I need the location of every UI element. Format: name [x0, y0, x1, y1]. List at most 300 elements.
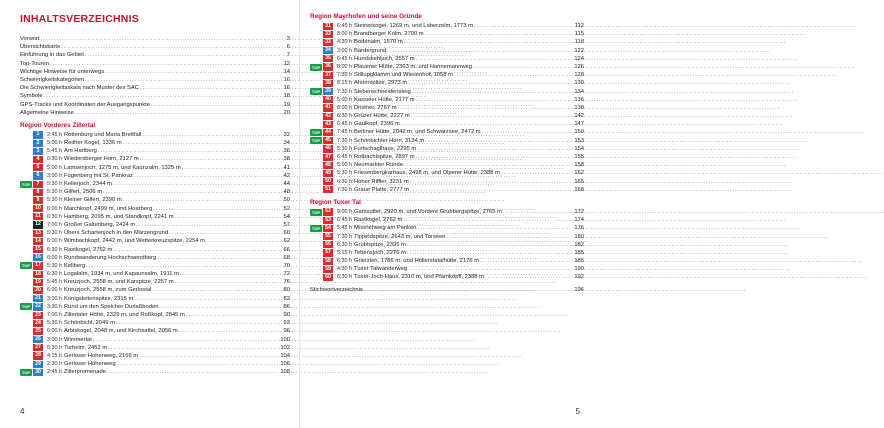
- tour-title: Brandberger Kolm, 2700 m: [354, 31, 424, 38]
- tour-title: Kleiner Gilfert, 2390 m: [64, 197, 122, 204]
- dot-leader: [169, 229, 279, 237]
- tour-page: 42: [283, 172, 290, 179]
- tour-entry[interactable]: [310, 55, 584, 63]
- toc-entry-page: 18: [283, 93, 290, 100]
- top-tour-badge: TOP: [311, 89, 321, 95]
- top-tour-badge: [310, 47, 322, 54]
- top-tour-badge: [310, 23, 322, 30]
- tour-entry[interactable]: [20, 303, 290, 311]
- toc-entry-title: Wichtige Hinweise für unterwegs: [20, 68, 105, 75]
- tour-entry[interactable]: [20, 237, 290, 245]
- tour-number-badge: 46: [323, 145, 333, 152]
- dot-leader: [408, 265, 573, 273]
- toc-entry-title: Stichwortverzeichnis: [310, 286, 363, 293]
- tour-entry[interactable]: [20, 213, 290, 221]
- page-number-left: 4: [20, 407, 25, 416]
- tour-entry[interactable]: [310, 112, 584, 120]
- tour-number-badge: 47: [323, 154, 333, 161]
- tour-page: 124: [574, 55, 584, 62]
- tour-title: Kellerjoch, 2344 m: [64, 181, 113, 187]
- dot-leader: [152, 286, 279, 294]
- top-tour-badge: [310, 72, 322, 79]
- tour-duration: 6:30 h: [47, 156, 62, 163]
- tour-entry[interactable]: [20, 286, 290, 294]
- region-heading-mayrhofen: Region Mayrhofen und seine Gründe: [310, 13, 422, 20]
- tour-title: Wimbachkopf, 2442 m, und Wetterkreuzspitze, 2254 m: [64, 238, 206, 245]
- tour-page: 192: [574, 274, 584, 281]
- tour-duration: 8:15 h: [337, 80, 352, 87]
- dot-leader: [447, 233, 573, 241]
- tour-title: Schönbichler Horn, 3134 m: [354, 137, 425, 144]
- tour-number-badge: 16: [33, 254, 43, 261]
- tour-page: 76: [283, 279, 290, 286]
- dot-leader: [134, 172, 279, 180]
- tour-number-badge: 3: [33, 148, 43, 155]
- tour-title: Tettensjoch, 2276 m: [354, 249, 406, 256]
- toc-entry[interactable]: [20, 84, 290, 92]
- tour-page: 60: [283, 230, 290, 237]
- top-tour-badge: [310, 104, 322, 111]
- tour-number-badge: 7: [33, 181, 43, 188]
- tour-entry[interactable]: [310, 265, 584, 273]
- tour-entry[interactable]: [20, 164, 290, 172]
- tour-number-badge: 30: [33, 369, 43, 376]
- tour-entry[interactable]: [310, 169, 584, 177]
- tour-entry[interactable]: [310, 22, 584, 30]
- toc-entry-title: Übersichtskarte: [20, 44, 61, 51]
- tour-title: Graue Platte, 2777 m: [354, 186, 410, 193]
- tour-duration: 4:30 h: [337, 39, 352, 46]
- top-tour-badge: TOP: [21, 304, 31, 310]
- dot-leader: [151, 101, 279, 109]
- tour-entry[interactable]: [310, 233, 584, 241]
- dot-leader: [411, 112, 573, 120]
- tour-number-badge: 29: [33, 361, 43, 368]
- tour-duration: 5:00 h: [337, 96, 352, 103]
- tour-title: Kreuzjoch, 2558 m, zum Gerlostal: [64, 287, 152, 294]
- dot-leader: [113, 180, 279, 188]
- tour-entry[interactable]: [310, 153, 584, 161]
- tour-entry[interactable]: [310, 178, 584, 186]
- tour-entry[interactable]: [20, 352, 290, 360]
- dot-leader: [134, 295, 279, 303]
- toc-entry[interactable]: [20, 43, 290, 51]
- top-tour-badge: [310, 258, 322, 265]
- tour-entry[interactable]: [20, 147, 290, 155]
- tour-page: 50: [283, 197, 290, 204]
- top-tour-badge: [310, 241, 322, 248]
- tour-title: Dristner, 2767 m: [354, 104, 397, 111]
- tour-title: Tuxer Talwanderweg: [354, 266, 408, 273]
- tour-number-badge: 38: [323, 80, 333, 87]
- tour-entry[interactable]: [20, 319, 290, 327]
- dot-leader: [44, 92, 279, 100]
- tour-number-badge: 22: [33, 303, 43, 310]
- tour-page: 102: [280, 344, 290, 351]
- tour-number-badge: 36: [323, 63, 333, 70]
- tour-duration: 6:45 h: [337, 217, 352, 224]
- tour-list-mayrhofen: [310, 22, 584, 194]
- dot-leader: [404, 38, 573, 46]
- tour-duration: 5:30 h: [47, 320, 62, 327]
- tour-number-badge: 20: [33, 287, 43, 294]
- dot-leader: [116, 319, 279, 327]
- dot-leader: [473, 63, 573, 71]
- dot-leader: [401, 120, 573, 128]
- toc-entry-title: Die Schwierigkeitsskala nach Muster des SAC: [20, 85, 139, 92]
- tour-number-badge: 51: [323, 186, 333, 193]
- dot-leader: [175, 213, 279, 221]
- tour-duration: 7:30 h: [337, 72, 352, 79]
- tour-duration: 6:00 h: [47, 287, 62, 294]
- tour-entry[interactable]: [20, 131, 290, 139]
- tour-entry[interactable]: [20, 327, 290, 335]
- toc-entry-page: 16: [283, 76, 290, 83]
- tour-entry[interactable]: [310, 161, 584, 169]
- tour-number-badge: 1: [33, 131, 43, 138]
- tour-duration: 7:30 h: [337, 186, 352, 193]
- tour-list-tuxer-tal: [310, 208, 584, 282]
- tour-page: 118: [574, 39, 584, 46]
- tour-entry[interactable]: [20, 229, 290, 237]
- tour-entry[interactable]: [310, 224, 584, 232]
- top-tour-badge: [310, 233, 322, 240]
- tour-entry[interactable]: [310, 216, 584, 224]
- tour-entry[interactable]: [20, 246, 290, 254]
- tour-entry[interactable]: [20, 188, 290, 196]
- dot-leader: [407, 241, 573, 249]
- tour-title: Zillerpromenade: [64, 369, 106, 376]
- dot-leader: [180, 270, 279, 278]
- tour-page: 162: [574, 170, 584, 177]
- dot-leader: [410, 178, 573, 186]
- tour-number-badge: 42: [323, 113, 333, 120]
- tour-title: Rastkogel, 2762 m: [64, 246, 113, 253]
- tour-entry[interactable]: [20, 155, 290, 163]
- toc-entry-title: Einführung in das Gebiet: [20, 52, 84, 59]
- tour-number-badge: 17: [33, 262, 43, 269]
- tour-number-badge: 43: [323, 121, 333, 128]
- tour-page: 115: [574, 31, 584, 38]
- tour-page: 186: [574, 258, 584, 265]
- dot-leader: [123, 139, 279, 147]
- tour-entry[interactable]: [20, 139, 290, 147]
- dot-leader: [404, 161, 573, 169]
- dot-leader: [416, 96, 573, 104]
- top-tour-badge: [20, 148, 32, 155]
- tour-duration: 5:00 h: [337, 162, 352, 169]
- tour-number-badge: 28: [33, 352, 43, 359]
- dot-leader: [41, 35, 279, 43]
- tour-number-badge: 32: [323, 31, 333, 38]
- tour-duration: 7:00 h: [47, 221, 62, 228]
- tour-entry[interactable]: [310, 104, 584, 112]
- tour-number-badge: 10: [33, 205, 43, 212]
- top-tour-badge: [20, 189, 32, 196]
- tour-title: Bodenalm, 1570 m: [354, 39, 403, 46]
- tour-duration: 6:30 h: [47, 246, 62, 253]
- tour-page: 44: [283, 181, 290, 187]
- tour-title: Rundwanderung Hochschwendberg: [64, 254, 157, 261]
- tour-title: Fügenberg mit St. Pankraz: [64, 172, 133, 179]
- dot-leader: [454, 71, 573, 79]
- top-tour-badge: [20, 344, 32, 351]
- tour-title: Übers Schartenjoch in den Märzengrund: [64, 230, 169, 237]
- top-tour-badge: [20, 353, 32, 360]
- dot-leader: [485, 273, 573, 281]
- toc-entry[interactable]: [20, 68, 290, 76]
- toc-entry-title: Symbole: [20, 93, 43, 100]
- tour-page: 41: [283, 164, 290, 171]
- dot-leader: [61, 43, 279, 51]
- top-tour-badge: [310, 178, 322, 185]
- tour-title: Grierzlen, 1786 m, und Höllerstatalhütte, 2176 m: [354, 258, 480, 265]
- tour-number-badge: 48: [323, 162, 333, 169]
- toc-entry-index[interactable]: [310, 286, 584, 294]
- dot-leader: [98, 147, 279, 155]
- tour-entry[interactable]: [20, 254, 290, 262]
- tour-entry[interactable]: [20, 270, 290, 278]
- tour-duration: 3:30 h: [47, 303, 62, 310]
- toc-entry[interactable]: [20, 76, 290, 84]
- tour-page: 57: [283, 221, 290, 228]
- tour-title: Wiedersberger Horn, 2127 m: [64, 156, 139, 163]
- tour-title: Logalalm, 1934 m, und Kapaunsalm, 1911 m: [64, 271, 179, 278]
- top-tour-badge: [310, 113, 322, 120]
- tour-number-badge: 6: [33, 172, 43, 179]
- tour-entry[interactable]: [20, 368, 290, 376]
- tour-entry[interactable]: [20, 336, 290, 344]
- tour-title: Königsleitenspitze, 2315 m: [64, 295, 134, 302]
- tour-number-badge: 8: [33, 189, 43, 196]
- tour-title: Arbiskogel, 2048 m, und Kirchsattel, 2056 m: [64, 328, 178, 335]
- tour-duration: 6:30 h: [337, 258, 352, 265]
- tour-number-badge: 27: [33, 344, 43, 351]
- tour-title: Furtschaglhaus, 2295 m: [354, 145, 417, 152]
- dot-leader: [182, 164, 279, 172]
- dot-leader: [412, 88, 573, 96]
- tour-entry[interactable]: [20, 172, 290, 180]
- tour-title: Marchkopf, 2499 m, und Hoarberg: [64, 205, 153, 212]
- tour-entry[interactable]: [20, 180, 290, 188]
- toc-entry-page: 19: [283, 101, 290, 108]
- tour-duration: 5:30 h: [47, 189, 62, 196]
- tour-title: Berliner Hütte, 2042 m, und Schwarzsee, 2472 m: [354, 129, 481, 136]
- tour-duration: 5:45 h: [47, 148, 62, 155]
- top-tour-badge: [20, 312, 32, 319]
- tour-duration: 3:00 h: [47, 295, 62, 302]
- tour-page: 176: [574, 225, 584, 232]
- tour-title: Gilfert, 2506 m: [64, 189, 103, 196]
- tour-number-badge: 35: [323, 55, 333, 62]
- tour-entry[interactable]: [310, 249, 584, 257]
- dot-leader: [480, 257, 573, 265]
- tour-page: 174: [574, 217, 584, 224]
- tour-title: Hundskehljoch, 2557 m: [354, 55, 415, 62]
- tour-duration: 3:00 h: [337, 47, 352, 54]
- tour-page: 82: [283, 295, 290, 302]
- tour-page: 112: [574, 23, 584, 29]
- tour-duration: 6:00 h: [47, 328, 62, 335]
- top-tour-badge: [20, 287, 32, 294]
- tour-entry[interactable]: [20, 262, 290, 270]
- tour-page: 106: [280, 361, 290, 368]
- tour-page: 100: [280, 336, 290, 343]
- tour-number-badge: 56: [323, 241, 333, 248]
- toc-entry[interactable]: [20, 35, 290, 43]
- tour-duration: 9:00 h: [337, 208, 352, 215]
- toc-entry-page: 12: [283, 60, 290, 67]
- tour-number-badge: 25: [33, 328, 43, 335]
- tour-entry[interactable]: [310, 47, 584, 55]
- toc-entry[interactable]: [20, 101, 290, 109]
- page-number-right: 5: [575, 407, 580, 416]
- tour-entry[interactable]: [310, 186, 584, 194]
- tour-duration: 6:45 h: [337, 55, 352, 62]
- dot-leader: [425, 137, 573, 145]
- tour-title: Rastkogel, 2762 m: [354, 217, 403, 224]
- dot-leader: [364, 286, 573, 294]
- tour-title: Steinerkogel, 1269 m, und Laberzelm, 1773 m: [354, 23, 473, 29]
- tour-entry[interactable]: [310, 71, 584, 79]
- tour-page: 48: [283, 189, 290, 196]
- tour-entry[interactable]: [20, 311, 290, 319]
- tour-duration: 5:30 h: [47, 230, 62, 237]
- tour-title: Lamsenjoch, 1275 m, und Kaunzalm, 1325 m: [64, 164, 181, 171]
- toc-entry[interactable]: [20, 60, 290, 68]
- top-tour-badge: [20, 140, 32, 147]
- tour-entry[interactable]: [310, 145, 584, 153]
- top-tour-badge: TOP: [311, 130, 321, 136]
- tour-entry[interactable]: [20, 196, 290, 204]
- tour-duration: 6:45 h: [337, 154, 352, 160]
- tour-number-badge: 50: [323, 178, 333, 185]
- toc-entry-page: 7: [286, 52, 290, 59]
- tour-page: 147: [574, 121, 584, 128]
- tour-title: Stillupgklamm und Wiesenhof, 1058 m: [354, 72, 453, 79]
- tour-number-badge: 54: [323, 225, 333, 232]
- top-tour-badge: [20, 230, 32, 237]
- top-tour-badge: TOP: [311, 64, 321, 70]
- tour-title: Tippeldspitze, 2643 m, und Torseen: [354, 233, 446, 240]
- dot-leader: [105, 68, 279, 76]
- tour-entry[interactable]: [310, 88, 584, 96]
- tour-duration: 5:30 h: [47, 344, 62, 351]
- tour-entry[interactable]: [310, 96, 584, 104]
- tour-entry[interactable]: [20, 344, 290, 352]
- tour-entry[interactable]: [310, 79, 584, 87]
- toc-entry-title: Top-Touren: [20, 60, 50, 67]
- tour-duration: 3:00 h: [47, 336, 62, 343]
- tour-entry[interactable]: [310, 30, 584, 38]
- tour-entry[interactable]: [310, 273, 584, 281]
- tour-page: 165: [574, 178, 584, 185]
- tour-entry[interactable]: [310, 137, 584, 145]
- top-tour-badge: [310, 266, 322, 273]
- tour-duration: 5:30 h: [47, 262, 62, 269]
- tour-entry[interactable]: [310, 38, 584, 46]
- dot-leader: [417, 145, 573, 153]
- tour-number-badge: 9: [33, 197, 43, 204]
- tour-title: Kreuzjoch, 2558 m, und Karspitze, 2257 m: [64, 279, 174, 286]
- toc-entry-page: 14: [283, 68, 290, 75]
- tour-entry[interactable]: [310, 208, 584, 216]
- dot-leader: [157, 254, 279, 262]
- tour-duration: 8:00 h: [337, 104, 352, 111]
- top-tour-badge: [20, 164, 32, 171]
- toc-entry[interactable]: [20, 92, 290, 100]
- tour-page: 32: [283, 131, 290, 138]
- tour-number-badge: 2: [33, 140, 43, 147]
- tour-number-badge: 34: [323, 47, 333, 54]
- tour-title: Großer Galtenberg, 2424 m: [64, 221, 136, 228]
- region-heading-vorderes-zillertal: Region Vorderes Zillertal: [20, 121, 96, 129]
- tour-page: 96: [283, 328, 290, 335]
- tour-title: Kellberg: [64, 262, 86, 269]
- tour-title: Grüblspitze, 2395 m: [354, 241, 406, 248]
- tour-entry[interactable]: [310, 128, 584, 136]
- tour-number-badge: 49: [323, 170, 333, 177]
- top-tour-badge: TOP: [311, 209, 321, 215]
- tour-entry[interactable]: [20, 205, 290, 213]
- tour-duration: 5:00 h: [47, 164, 62, 171]
- tour-entry[interactable]: [20, 360, 290, 368]
- dot-leader: [407, 249, 573, 257]
- top-tour-badge: [20, 238, 32, 245]
- dot-leader: [416, 153, 573, 161]
- tour-page: 93: [283, 320, 290, 327]
- toc-entry-page: 6: [286, 44, 290, 51]
- top-tour-badge: [20, 328, 32, 335]
- dot-leader: [416, 55, 573, 63]
- dot-leader: [418, 224, 573, 232]
- top-tour-badge: [20, 131, 32, 138]
- tour-number-badge: 58: [323, 258, 333, 265]
- tour-page: 66: [283, 246, 290, 253]
- tour-page: 154: [574, 145, 584, 152]
- tour-page: 68: [283, 254, 290, 261]
- left-page: [0, 0, 300, 428]
- tour-duration: 3:00 h: [47, 172, 62, 179]
- dot-leader: [75, 109, 279, 117]
- dot-leader: [179, 327, 279, 335]
- tour-entry[interactable]: [310, 120, 584, 128]
- top-tour-badge: [20, 279, 32, 286]
- tour-page: 90: [283, 312, 290, 318]
- tour-entry[interactable]: [20, 295, 290, 303]
- tour-entry[interactable]: [310, 63, 584, 71]
- tour-page: 80: [283, 287, 290, 294]
- tour-duration: 6:30 h: [337, 274, 352, 281]
- top-tour-badge: [310, 80, 322, 87]
- dot-leader: [142, 131, 279, 139]
- tour-number-badge: 21: [33, 295, 43, 302]
- tour-entry[interactable]: [20, 221, 290, 229]
- tour-number-badge: 12: [33, 221, 43, 228]
- toc-entry[interactable]: [20, 51, 290, 59]
- tour-page: 122: [574, 47, 584, 54]
- tour-number-badge: 41: [323, 104, 333, 111]
- tour-entry[interactable]: [310, 257, 584, 265]
- tour-duration: 7:30 h: [337, 137, 352, 144]
- tour-entry[interactable]: [310, 241, 584, 249]
- toc-entry[interactable]: [20, 109, 290, 117]
- tour-title: Kasseler Hütte, 2177 m: [354, 96, 415, 103]
- tour-number-badge: 53: [323, 217, 333, 224]
- tour-number-badge: 14: [33, 238, 43, 245]
- tour-entry[interactable]: [20, 278, 290, 286]
- tour-number-badge: 4: [33, 156, 43, 163]
